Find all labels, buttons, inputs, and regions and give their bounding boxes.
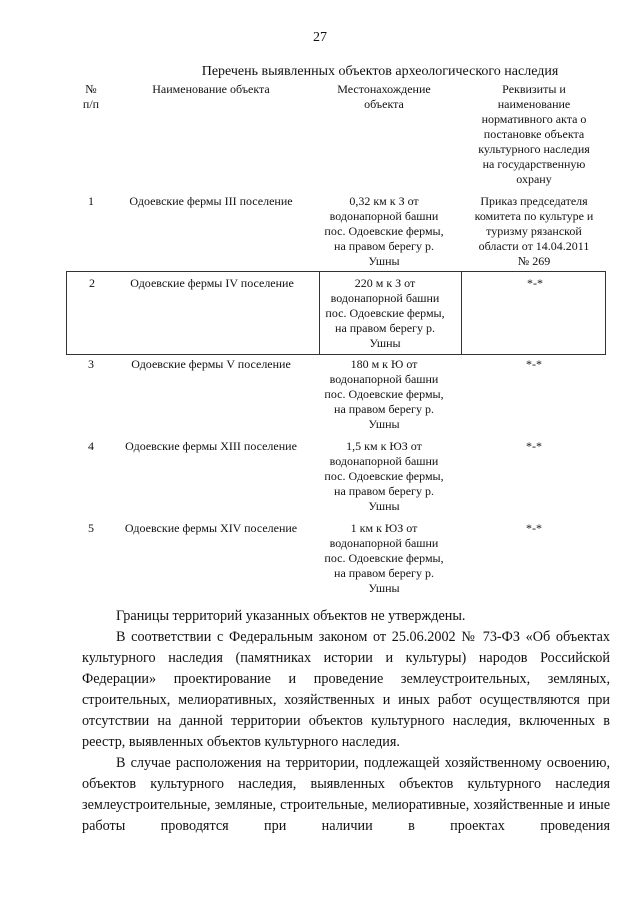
row-num: 1: [88, 194, 94, 208]
row-location: 180 м к Ю от водонапорной башни пос. Одоевские фермы, на правом берегу р. Ушны: [324, 357, 444, 431]
header-requisites: Реквизиты и наименование нормативного акта о постановке объекта культурного наследия на государственную охрану: [478, 82, 590, 186]
row-num: 5: [88, 521, 94, 535]
page-number: 27: [313, 30, 327, 45]
row-name: Одоевские фермы XIII поселение: [125, 439, 297, 453]
header-name: Наименование объекта: [152, 82, 270, 96]
row-num: 3: [88, 357, 94, 371]
paragraph: Границы территорий указанных объектов не утверждены.: [116, 608, 466, 624]
table-row: [66, 271, 606, 355]
table-row: [66, 519, 606, 601]
row-name: Одоевские фермы V поселение: [131, 357, 291, 371]
row-name: Одоевские фермы XIV поселение: [124, 521, 298, 535]
row-name: Одоевские фермы IV поселение: [130, 276, 294, 290]
cell-divider: [319, 272, 320, 354]
body-text: [82, 606, 610, 837]
objects-table: [66, 80, 606, 601]
row-requisites: *-*: [527, 276, 543, 290]
row-num: 4: [88, 439, 94, 453]
table-row: [66, 192, 606, 271]
table-header: [66, 80, 606, 192]
row-location: 0,32 км к З от водонапорной башни пос. Одоевские фермы, на правом берегу р. Ушны: [324, 194, 444, 268]
table-row: [66, 355, 606, 437]
row-requisites: *-*: [526, 521, 542, 535]
document-title: Перечень выявленных объектов археологического наследия: [201, 64, 559, 79]
header-num: № п/п: [82, 82, 100, 111]
header-location: Местонахождение объекта: [337, 82, 431, 111]
cell-divider: [461, 272, 462, 354]
row-name: Одоевские фермы III поселение: [129, 194, 293, 208]
row-location: 220 м к З от водонапорной башни пос. Одоевские фермы, на правом берегу р. Ушны: [325, 276, 445, 350]
row-requisites: *-*: [526, 439, 542, 453]
table-row: [66, 437, 606, 519]
paragraph: В соответствии с Федеральным законом от 25.06.2002 № 73-ФЗ «Об объектах культурного наследия (памятниках истории и культуры) народов Российской Федерации» проектирование и проведение землеустроительных, земляных, строительных, мелиоративных, хозяйственных и иных работ осуществляются при отсутствии на данной территории объектов культурного наследия, включенных в реестр, выявленных объектов культурного наследия.: [82, 629, 610, 750]
row-requisites: Приказ председателя комитета по культуре и туризму рязанской области от 14.04.2011 № 269: [474, 194, 594, 268]
row-location: 1 км к ЮЗ от водонапорной башни пос. Одоевские фермы, на правом берегу р. Ушны: [324, 521, 444, 595]
paragraph: В случае расположения на территории, подлежащей хозяйственному освоению, объектов культурного наследия, выявленных объектов культурного наследия землеустроительные, земляные, строительные, мелиоративные, хозяйственные и иные работы проводятся при наличии в проектах проведения: [82, 755, 610, 834]
row-location: 1,5 км к ЮЗ от водонапорной башни пос. Одоевские фермы, на правом берегу р. Ушны: [324, 439, 444, 513]
row-requisites: *-*: [526, 357, 542, 371]
row-num: 2: [89, 276, 95, 290]
